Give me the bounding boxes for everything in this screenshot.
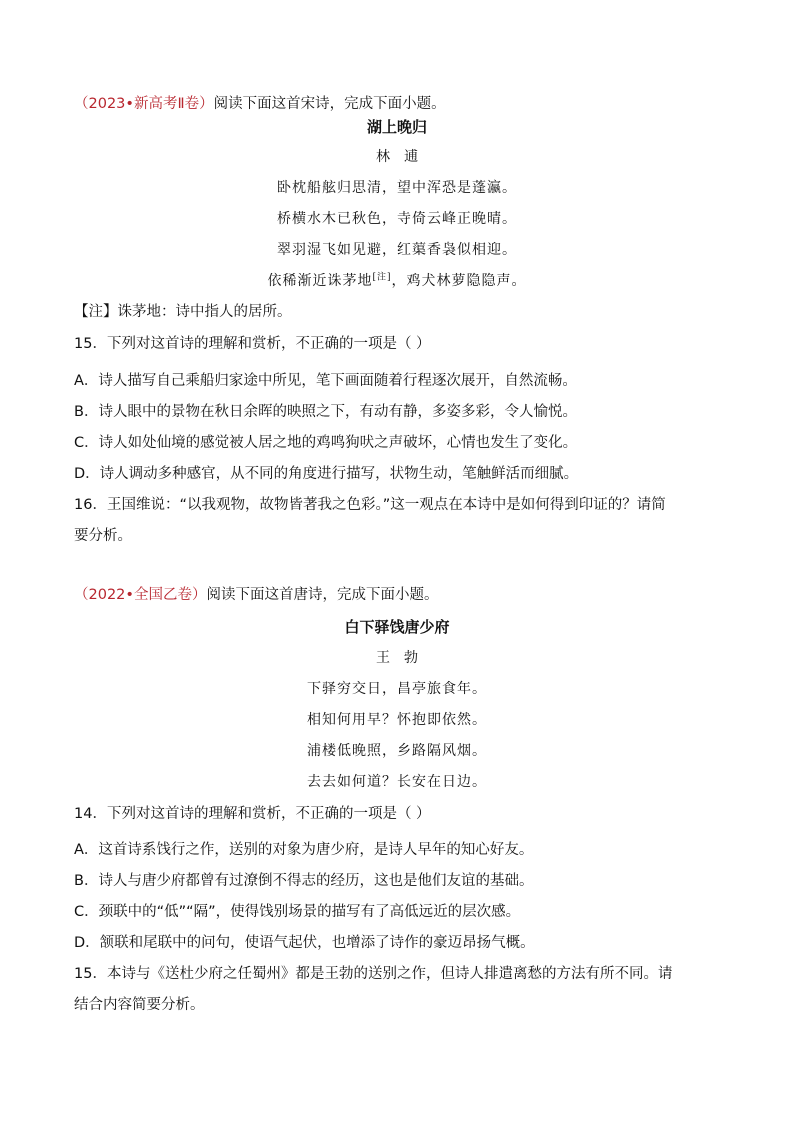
section1-poem-line-2: 桥横水木已秋色，寺倚云峰正晚晴。: [277, 211, 517, 227]
section2-question-15-line-2: 结合内容简要分析。: [74, 997, 205, 1013]
section1-question-16-line-2: 要分析。: [74, 528, 132, 544]
section1-poem-line-4-part2: ，鸡犬林萝隐隐声。: [391, 273, 527, 289]
section2-poem-line-2: 相知何用早？怀抱即依然。: [307, 712, 487, 728]
section1-poem-title: 湖上晚归: [366, 118, 427, 136]
section2-instruction: 阅读下面这首唐诗，完成下面小题。: [206, 587, 439, 603]
section1-instruction: 阅读下面这首宋诗，完成下面小题。: [213, 96, 446, 112]
section1-q15-option-d: D．诗人调动多种感官，从不同的角度进行描写，状物生动，笔触鲜活而细腻。: [74, 466, 579, 482]
section1-poem-line-4: [0, 271, 794, 291]
section1-q15-option-a: A．诗人描写自己乘船归家途中所见，笔下画面随着行程逐次展开，自然流畅。: [74, 373, 577, 389]
section1-note: 【注】诛茅地：诗中指人的居所。: [74, 304, 292, 320]
section1-poem-line-3: 翠羽湿飞如见避，红蕖香袅似相迎。: [277, 242, 517, 258]
section1-header: [74, 94, 446, 114]
section2-question-14: 14．下列对这首诗的理解和赏析，不正确的一项是（ ）: [74, 806, 431, 822]
section2-poem-line-3: 浦楼低晚照，乡路隔风烟。: [307, 743, 487, 759]
section1-poem-line-1: 卧枕船舷归思清，望中浑恐是蓬瀛。: [277, 180, 517, 196]
section2-poem-title: 白下驿饯唐少府: [344, 618, 450, 636]
section1-question-16-line-1: 16．王国维说：“以我观物，故物皆著我之色彩。”这一观点在本诗中是如何得到印证的？请简: [74, 497, 666, 513]
section1-source: （2023•新高考Ⅱ卷）: [74, 96, 214, 112]
section1-poem-author: 林逋: [376, 149, 432, 165]
note-reference: [注]: [372, 272, 392, 283]
section2-q14-option-d: D．颔联和尾联中的问句，使语气起伏，也增添了诗作的豪迈昂扬气概。: [74, 935, 535, 951]
section1-q15-option-c: C．诗人如处仙境的感觉被人居之地的鸡鸣狗吠之声破坏，心情也发生了变化。: [74, 435, 578, 451]
section2-source: （2022•全国乙卷）: [74, 587, 207, 603]
section2-question-15-line-1: 15．本诗与《送杜少府之任蜀州》都是王勃的送别之作，但诗人排遣离愁的方法有所不同。请: [74, 966, 673, 982]
section2-q14-option-b: B．诗人与唐少府都曾有过潦倒不得志的经历，这也是他们友谊的基础。: [74, 873, 534, 889]
section1-poem-line-4-part1: 依稀渐近诛茅地: [267, 273, 373, 289]
section2-poem-line-1: 下驿穷交日，昌亭旅食年。: [307, 681, 487, 697]
section2-header: [74, 585, 438, 605]
section1-q15-option-b: B．诗人眼中的景物在秋日余晖的映照之下，有动有静，多姿多彩，令人愉悦。: [74, 404, 577, 420]
section1-question-15: 15．下列对这首诗的理解和赏析，不正确的一项是（ ）: [74, 336, 431, 352]
section2-poem-line-4: 去去如何道？长安在日边。: [307, 774, 487, 790]
section2-q14-option-c: C．颈联中的“低”“隔”，使得饯别场景的描写有了高低远近的层次感。: [74, 904, 521, 920]
section2-poem-author: 王勃: [376, 650, 432, 666]
section2-q14-option-a: A．这首诗系饯行之作，送别的对象为唐少府，是诗人早年的知心好友。: [74, 842, 534, 858]
